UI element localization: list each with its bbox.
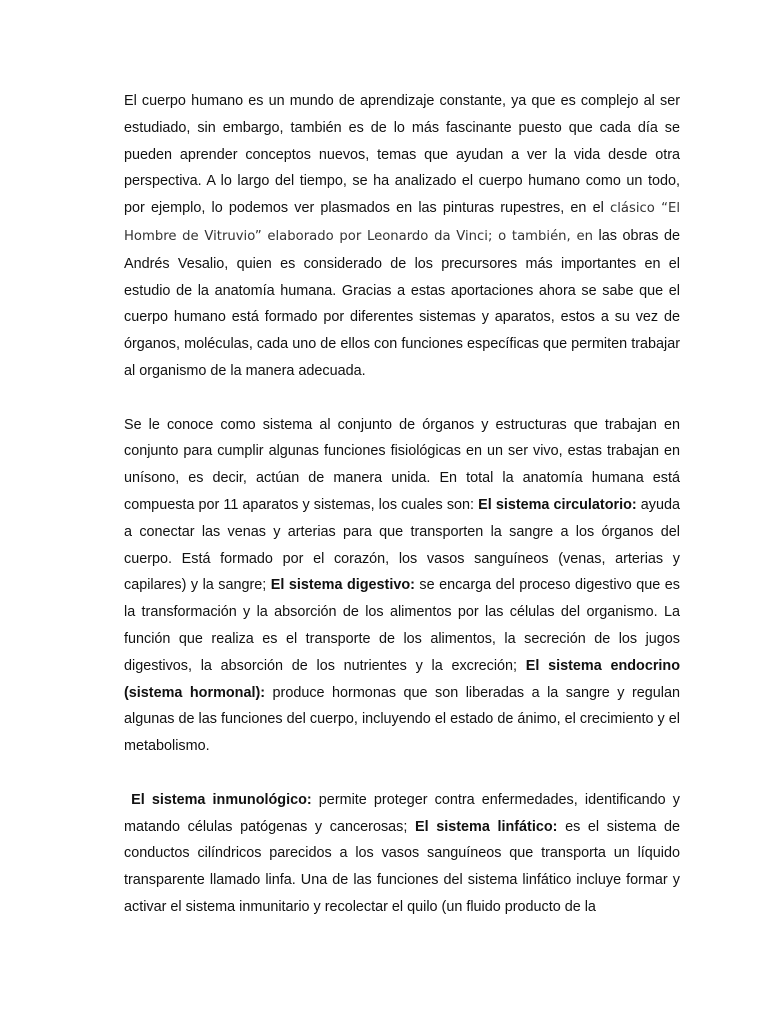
- paragraph-gap: [124, 760, 680, 787]
- systems-text-2: ayuda a conectar las venas y arterias para que transporten la sangre a los órganos del cuerpo. Está formado por el corazón, los vasos sanguíneos (venas, arterias y capilares) y la sangre;: [124, 496, 680, 594]
- systems-text-4: produce hormonas que son liberadas a la sangre y regulan algunas de las funciones del cuerpo, incluyendo el estado de ánimo, el crecimiento y el metabolismo.: [124, 684, 680, 755]
- systems-text-1: Se le conoce como sistema al conjunto de órganos y estructuras que trabajan en conjunto para cumplir algunas funciones fisiológicas en un ser vivo, estas trabajan en unísono, es decir, actúan de manera unida. En total la anatomía humana está compuesta por 11 aparatos y sistemas, los cuales son:: [124, 416, 680, 513]
- intro-text-vitruvio: clásico “El Hombre de Vitruvio” elaborado por Leonardo da Vinci; o también, en: [124, 201, 680, 244]
- systems-text-3: se encarga del proceso digestivo que es la transformación y la absorción de los alimentos por las células del organismo. La función que realiza es el transporte de los alimentos, la secreción de los jugos digestivos, la absorción de los nutrientes y la excreción;: [124, 577, 680, 674]
- term-endocrino: El sistema endocrino (sistema hormonal):: [124, 657, 681, 701]
- paragraph-systems: [124, 412, 680, 760]
- paragraph-intro: [124, 88, 680, 385]
- term-inmunologico: El sistema inmunológico:: [124, 791, 312, 808]
- paragraph-immune: [124, 787, 680, 921]
- term-linfatico: El sistema linfático:: [415, 818, 558, 835]
- document-page: [124, 88, 680, 921]
- intro-text-a: El cuerpo humano es un mundo de aprendizaje constante, ya que es complejo al ser estudiado, sin embargo, también es de lo más fascinante puesto que cada día se pueden aprender conceptos nuevos, temas que ayudan a ver la vida desde otra perspectiva. A lo largo del tiempo, se ha analizado el cuerpo humano como un todo, por ejemplo, lo podemos ver plasmados en las pinturas rupestres, en el: [124, 93, 680, 217]
- paragraph-gap: [124, 385, 680, 412]
- term-circulatorio: El sistema circulatorio:: [478, 496, 637, 513]
- immune-text-2: es el sistema de conductos cilíndricos parecidos a los vasos sanguíneos que transporta un líquido transparente llamado linfa. Una de las funciones del sistema linfático incluye formar y activar el sistema inmunitario y recolectar el quilo (un fluido producto de la: [124, 818, 680, 915]
- immune-text-1: permite proteger contra enfermedades, identificando y matando células patógenas y cancerosas;: [124, 791, 680, 835]
- intro-text-c: las obras de Andrés Vesalio, quien es considerado de los precursores más importantes en el estudio de la anatomía humana. Gracias a estas aportaciones ahora se sabe que el cuerpo humano está formado por diferentes sistemas y aparatos, estos a su vez de órganos, moléculas, cada uno de ellos con funciones específicas que permiten trabajar al organismo de la manera adecuada.: [124, 227, 680, 379]
- term-digestivo: El sistema digestivo:: [270, 577, 415, 594]
